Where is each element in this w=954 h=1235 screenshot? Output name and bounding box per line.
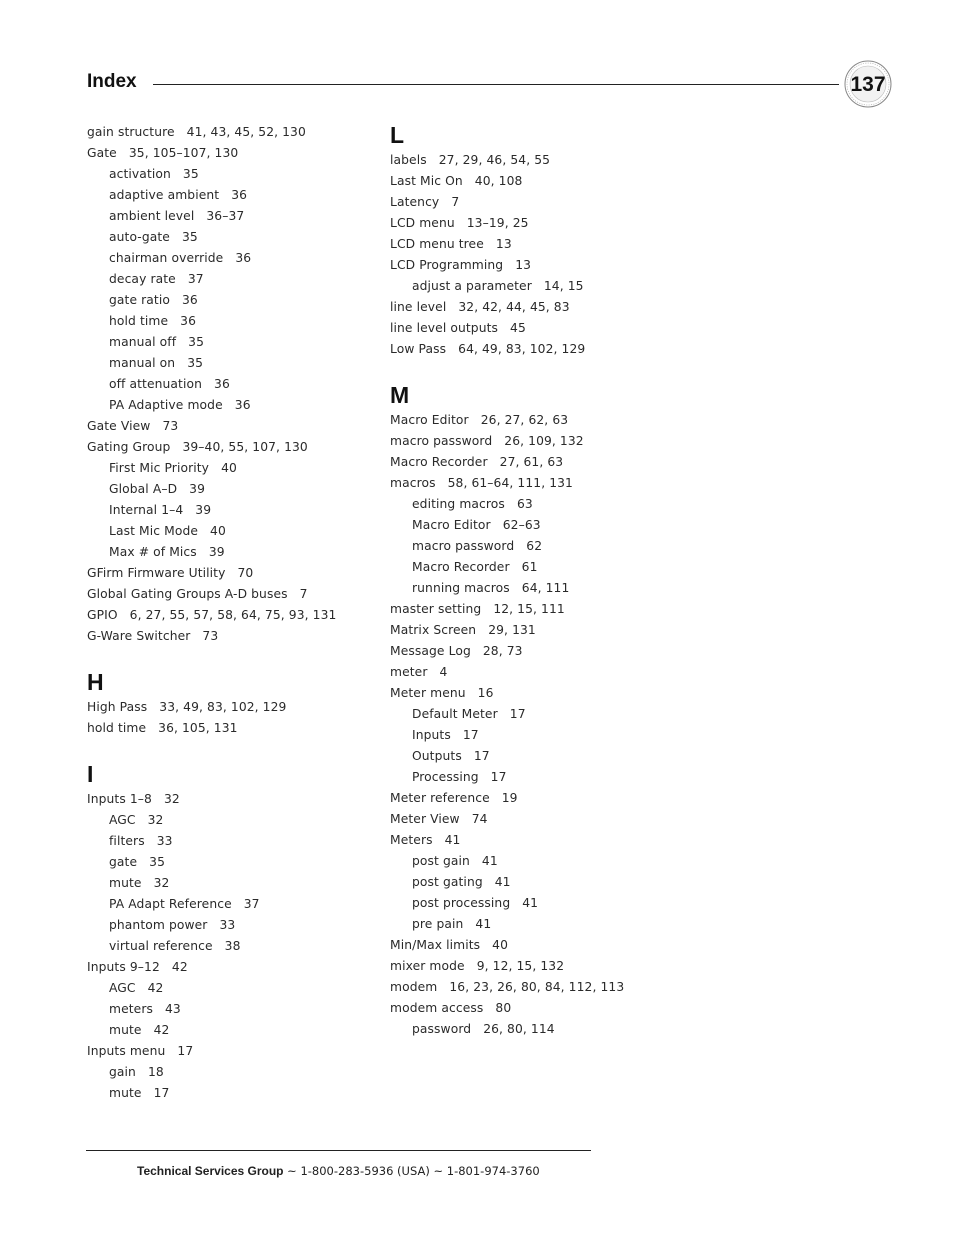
index-subentry <box>87 311 377 332</box>
index-term: Gating Group <box>87 440 171 454</box>
index-page-refs: 35, 105–107, 130 <box>128 146 239 160</box>
index-term: LCD Programming <box>390 258 504 272</box>
index-page-refs: 27, 61, 63 <box>499 455 564 469</box>
index-term: Meter View <box>390 812 460 826</box>
index-subentry <box>390 746 690 767</box>
index-term: adaptive ambient <box>109 188 220 202</box>
index-entry <box>390 788 690 809</box>
index-term: AGC <box>109 981 136 995</box>
index-page-refs: 36 <box>231 188 248 202</box>
index-entry <box>87 584 377 605</box>
index-term: PA Adapt Reference <box>109 897 232 911</box>
index-subentry <box>390 276 690 297</box>
index-page-refs: 39 <box>208 545 225 559</box>
index-entry <box>390 662 690 683</box>
index-subentry <box>390 767 690 788</box>
index-term: Processing <box>412 770 479 784</box>
index-page-refs: 64, 49, 83, 102, 129 <box>458 342 586 356</box>
index-term: GFirm Firmware Utility <box>87 566 226 580</box>
index-page-refs: 41, 43, 45, 52, 130 <box>186 125 306 139</box>
index-page-refs: 32 <box>147 813 164 827</box>
index-page-refs: 36 <box>214 377 230 391</box>
index-term: High Pass <box>87 700 148 714</box>
index-term: gain <box>109 1065 136 1079</box>
index-term: macro password <box>390 434 493 448</box>
index-page-refs: 40, 108 <box>474 174 523 188</box>
index-letter-heading: I <box>87 761 94 787</box>
index-entry <box>390 171 690 192</box>
index-page-refs: 18 <box>147 1065 164 1079</box>
index-entry <box>390 234 690 255</box>
index-term: filters <box>109 834 145 848</box>
index-entry <box>390 255 690 276</box>
page-number: 137 <box>850 73 886 96</box>
index-term: meters <box>109 1002 153 1016</box>
index-page-refs: 36–37 <box>206 209 245 223</box>
index-term: master setting <box>390 602 482 616</box>
index-page-refs: 12, 15, 111 <box>493 602 565 616</box>
index-term: AGC <box>109 813 136 827</box>
index-term: meter <box>390 665 428 679</box>
index-subentry <box>87 810 377 831</box>
index-page-refs: 37 <box>243 897 260 911</box>
index-term: Outputs <box>412 749 462 763</box>
index-subentry <box>87 978 377 999</box>
index-page-refs: 17 <box>153 1086 170 1100</box>
index-term: Min/Max limits <box>390 938 481 952</box>
index-entry <box>390 410 690 431</box>
index-entry <box>87 122 377 143</box>
index-term: Global A–D <box>109 482 178 496</box>
index-subentry <box>87 521 377 542</box>
index-subentry <box>87 831 377 852</box>
index-page-refs: 7 <box>451 195 460 209</box>
page-number-badge <box>844 60 892 108</box>
index-term: pre pain <box>412 917 464 931</box>
index-page-refs: 42 <box>171 960 188 974</box>
index-term: Last Mic Mode <box>109 524 199 538</box>
index-entry <box>87 626 377 647</box>
index-page-refs: 14, 15 <box>543 279 584 293</box>
index-page-refs: 80 <box>495 1001 512 1015</box>
index-term: mute <box>109 1023 142 1037</box>
index-subentry <box>87 936 377 957</box>
index-term: auto-gate <box>109 230 170 244</box>
index-page-refs: 33 <box>219 918 236 932</box>
index-subentry <box>87 353 377 374</box>
index-term: Gate View <box>87 419 151 433</box>
index-term: virtual reference <box>109 939 213 953</box>
index-term: Low Pass <box>390 342 447 356</box>
index-page-refs: 19 <box>501 791 518 805</box>
index-term: modem <box>390 980 438 994</box>
index-page-refs: 73 <box>162 419 179 433</box>
index-page-refs: 42 <box>147 981 164 995</box>
index-term: off attenuation <box>109 377 203 391</box>
index-entry <box>390 998 690 1019</box>
index-term: macros <box>390 476 436 490</box>
index-subentry <box>390 1019 690 1040</box>
index-term: modem access <box>390 1001 484 1015</box>
index-term: running macros <box>412 581 510 595</box>
index-term: gain structure <box>87 125 175 139</box>
index-page-refs: 35 <box>182 167 199 181</box>
index-page-refs: 42 <box>153 1023 170 1037</box>
index-letter-heading: L <box>390 122 405 148</box>
index-page-refs: 45 <box>510 321 526 335</box>
index-page-refs: 16 <box>477 686 494 700</box>
index-page-refs: 41 <box>444 833 461 847</box>
index-page-refs: 36 <box>234 398 251 412</box>
index-subentry <box>87 873 377 894</box>
index-subentry <box>87 374 377 395</box>
index-subentry <box>87 227 377 248</box>
index-page-refs: 36, 105, 131 <box>158 721 238 735</box>
index-term: LCD menu tree <box>390 237 484 251</box>
index-subentry <box>87 479 377 500</box>
index-term: Matrix Screen <box>390 623 477 637</box>
index-term: post gating <box>412 875 483 889</box>
index-page-refs: 33, 49, 83, 102, 129 <box>159 700 287 714</box>
index-entry <box>87 697 377 718</box>
index-term: chairman override <box>109 251 224 265</box>
index-entry <box>390 339 690 360</box>
index-page-refs: 35 <box>181 230 198 244</box>
index-page-refs: 39 <box>189 482 206 496</box>
index-page-refs: 29, 131 <box>488 623 536 637</box>
index-entry <box>390 297 690 318</box>
index-term: Message Log <box>390 644 471 658</box>
footer-contact: ~ 1-800-283-5936 (USA) ~ 1-801-974-3760 <box>283 1164 540 1178</box>
index-page-refs: 63 <box>516 497 533 511</box>
index-entry <box>87 143 377 164</box>
index-term: Meter reference <box>390 791 490 805</box>
index-page-refs: 9, 12, 15, 132 <box>476 959 565 973</box>
index-page-refs: 6, 27, 55, 57, 58, 64, 75, 93, 131 <box>129 608 337 622</box>
index-page-refs: 36 <box>235 251 252 265</box>
index-page-refs: 26, 27, 62, 63 <box>480 413 569 427</box>
index-term: hold time <box>87 721 147 735</box>
index-entry <box>390 452 690 473</box>
index-page-refs: 28, 73 <box>482 644 523 658</box>
index-page-refs: 62–63 <box>502 518 541 532</box>
index-term: LCD menu <box>390 216 455 230</box>
index-term: mute <box>109 1086 142 1100</box>
index-subentry <box>87 999 377 1020</box>
index-term: post processing <box>412 896 511 910</box>
index-subentry <box>87 1020 377 1041</box>
index-entry <box>390 192 690 213</box>
index-entry <box>87 416 377 437</box>
index-term: G-Ware Switcher <box>87 629 191 643</box>
index-page-refs: 40 <box>210 524 226 538</box>
index-page-refs: 43 <box>165 1002 181 1016</box>
index-term: Default Meter <box>412 707 498 721</box>
index-subentry <box>390 725 690 746</box>
index-term: Inputs menu <box>87 1044 166 1058</box>
header-divider <box>153 84 839 85</box>
index-subentry <box>87 1083 377 1104</box>
index-page-refs: 36 <box>182 293 198 307</box>
index-term: adjust a parameter <box>412 279 532 293</box>
index-subentry <box>390 704 690 725</box>
index-entry <box>87 789 377 810</box>
index-entry <box>390 213 690 234</box>
index-page-refs: 37 <box>187 272 204 286</box>
index-subentry <box>87 185 377 206</box>
index-entry <box>87 563 377 584</box>
index-page-refs: 39–40, 55, 107, 130 <box>182 440 308 454</box>
index-entry <box>390 599 690 620</box>
index-subentry <box>87 395 377 416</box>
index-letter-heading: M <box>390 382 410 408</box>
index-subentry <box>87 269 377 290</box>
index-subentry <box>390 578 690 599</box>
index-entry <box>87 437 377 458</box>
index-term: GPIO <box>87 608 118 622</box>
index-entry <box>390 431 690 452</box>
index-page-refs: 64, 111 <box>521 581 570 595</box>
index-page-refs: 58, 61–64, 111, 131 <box>447 476 573 490</box>
index-term: Meters <box>390 833 433 847</box>
index-term: Internal 1–4 <box>109 503 184 517</box>
index-entry <box>390 620 690 641</box>
index-page-refs: 17 <box>509 707 526 721</box>
index-subentry <box>390 557 690 578</box>
index-term: Global Gating Groups A-D buses <box>87 587 288 601</box>
index-page-refs: 36 <box>180 314 196 328</box>
index-page-refs: 41 <box>481 854 498 868</box>
index-subentry <box>87 206 377 227</box>
index-subentry <box>390 515 690 536</box>
index-letter-heading: H <box>87 669 104 695</box>
index-term: Inputs 9–12 <box>87 960 160 974</box>
index-term: gate <box>109 855 138 869</box>
index-entry <box>87 605 377 626</box>
index-page-refs: 70 <box>237 566 254 580</box>
index-subentry <box>87 915 377 936</box>
index-term: Macro Editor <box>412 518 491 532</box>
index-subentry <box>87 248 377 269</box>
index-term: post gain <box>412 854 470 868</box>
index-term: mixer mode <box>390 959 465 973</box>
index-term: editing macros <box>412 497 505 511</box>
index-entry <box>390 318 690 339</box>
index-page-refs: 32 <box>163 792 180 806</box>
index-page-refs: 74 <box>471 812 488 826</box>
index-term: Macro Recorder <box>390 455 488 469</box>
index-subentry <box>390 536 690 557</box>
index-page-refs: 17 <box>473 749 490 763</box>
index-term: line level outputs <box>390 321 499 335</box>
index-page-refs: 40 <box>221 461 237 475</box>
index-term: gate ratio <box>109 293 170 307</box>
index-page-refs: 26, 109, 132 <box>504 434 584 448</box>
index-subentry <box>87 164 377 185</box>
index-subentry <box>87 542 377 563</box>
index-subentry <box>390 494 690 515</box>
index-subentry <box>87 290 377 311</box>
index-term: password <box>412 1022 472 1036</box>
index-page-refs: 40 <box>492 938 509 952</box>
index-term: macro password <box>412 539 515 553</box>
index-term: Last Mic On <box>390 174 463 188</box>
index-subentry <box>390 914 690 935</box>
index-subentry <box>87 852 377 873</box>
index-subentry <box>390 851 690 872</box>
index-term: Macro Recorder <box>412 560 510 574</box>
index-entry <box>390 473 690 494</box>
index-entry <box>390 977 690 998</box>
index-page-refs: 17 <box>490 770 507 784</box>
index-page-refs: 62 <box>526 539 543 553</box>
index-term: ambient level <box>109 209 195 223</box>
index-page-refs: 27, 29, 46, 54, 55 <box>438 153 551 167</box>
index-subentry <box>390 872 690 893</box>
index-term: PA Adaptive mode <box>109 398 223 412</box>
index-page-refs: 26, 80, 114 <box>483 1022 555 1036</box>
index-subentry <box>390 893 690 914</box>
index-term: labels <box>390 153 427 167</box>
index-page-refs: 33 <box>156 834 173 848</box>
index-page-refs: 13 <box>495 237 512 251</box>
index-term: mute <box>109 876 142 890</box>
index-page-refs: 41 <box>475 917 492 931</box>
index-term: Latency <box>390 195 440 209</box>
index-term: hold time <box>109 314 169 328</box>
index-term: activation <box>109 167 171 181</box>
index-page-refs: 73 <box>202 629 219 643</box>
index-subentry <box>87 500 377 521</box>
index-subentry <box>87 894 377 915</box>
index-page-refs: 39 <box>195 503 212 517</box>
index-page-refs: 35 <box>149 855 165 869</box>
index-term: manual on <box>109 356 176 370</box>
index-page-refs: 32, 42, 44, 45, 83 <box>458 300 570 314</box>
page-number-badge-graphic <box>844 60 892 108</box>
index-entry <box>390 683 690 704</box>
index-page-refs: 4 <box>439 665 448 679</box>
index-page-refs: 13 <box>515 258 532 272</box>
index-page-refs: 32 <box>153 876 170 890</box>
index-term: Meter menu <box>390 686 466 700</box>
footer-divider <box>86 1150 591 1151</box>
index-page-refs: 41 <box>522 896 539 910</box>
index-page-refs: 17 <box>462 728 479 742</box>
index-subentry <box>87 1062 377 1083</box>
index-subentry <box>87 458 377 479</box>
index-entry <box>87 1041 377 1062</box>
index-term: Macro Editor <box>390 413 469 427</box>
index-entry <box>87 957 377 978</box>
index-entry <box>390 956 690 977</box>
index-term: Gate <box>87 146 117 160</box>
index-subentry <box>87 332 377 353</box>
index-term: phantom power <box>109 918 208 932</box>
index-page-refs: 7 <box>299 587 308 601</box>
index-page-refs: 13–19, 25 <box>466 216 529 230</box>
index-column-left <box>87 122 377 1104</box>
page-title: Index <box>87 71 137 92</box>
index-term: First Mic Priority <box>109 461 210 475</box>
index-entry <box>87 718 377 739</box>
index-entry <box>390 935 690 956</box>
index-term: Max # of Mics <box>109 545 197 559</box>
index-page-refs: 35 <box>187 356 204 370</box>
index-page-refs: 41 <box>494 875 511 889</box>
index-entry <box>390 150 690 171</box>
index-page-refs: 38 <box>224 939 241 953</box>
index-page-refs: 17 <box>177 1044 194 1058</box>
index-entry <box>390 809 690 830</box>
index-term: line level <box>390 300 447 314</box>
index-entry <box>390 830 690 851</box>
index-term: manual off <box>109 335 177 349</box>
index-page-refs: 61 <box>521 560 538 574</box>
index-column-right <box>390 120 690 1040</box>
index-page-refs: 16, 23, 26, 80, 84, 112, 113 <box>449 980 625 994</box>
index-page-refs: 35 <box>188 335 205 349</box>
index-entry <box>390 641 690 662</box>
index-term: Inputs <box>412 728 451 742</box>
footer-org: Technical Services Group <box>137 1164 284 1178</box>
index-term: decay rate <box>109 272 176 286</box>
page-footer <box>137 1164 540 1178</box>
index-term: Inputs 1–8 <box>87 792 152 806</box>
